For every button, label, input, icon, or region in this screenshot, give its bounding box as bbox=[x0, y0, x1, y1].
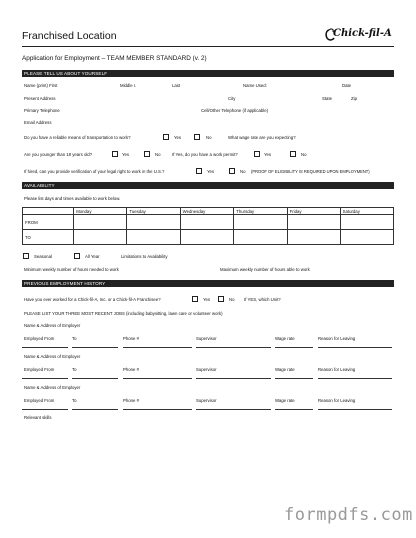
from-thursday-cell[interactable] bbox=[234, 215, 287, 230]
limitations-label: Limitations to Availability bbox=[121, 254, 168, 259]
age-question: Are you younger than 18 years old? bbox=[24, 152, 93, 157]
transport-no-checkbox[interactable] bbox=[194, 134, 200, 140]
wage-question: What wage rate are you expecting? bbox=[228, 135, 296, 140]
all-year-label: All Year bbox=[85, 254, 100, 259]
to-thursday-cell[interactable] bbox=[234, 230, 287, 245]
which-unit-label: If YES, which Unit? bbox=[244, 297, 281, 302]
to-saturday-cell[interactable] bbox=[340, 230, 393, 245]
worked-no-label: No bbox=[229, 297, 235, 302]
cell-phone-label: Cell/Other Telephone (if applicable) bbox=[201, 108, 269, 113]
max-hours-label: Maximum weekly number of hours able to work bbox=[220, 267, 310, 272]
day-header: Saturday bbox=[340, 208, 393, 215]
proof-eligibility-note: (PROOF OF ELIGIBILITY IS REQUIRED UPON EMPLOYMENT) bbox=[251, 169, 370, 174]
corner-cell bbox=[23, 208, 74, 215]
zip-label: Zip bbox=[351, 96, 357, 101]
chick-fil-a-logo bbox=[324, 26, 394, 44]
to-label: To bbox=[72, 398, 77, 403]
to-label: To bbox=[72, 367, 77, 372]
date-label: Date bbox=[342, 83, 352, 88]
worked-yes-checkbox[interactable] bbox=[192, 296, 198, 302]
worked-question: Have you ever worked for a Chick-fil-A, Inc. or a Chick-fil-A Franchisee? bbox=[24, 297, 161, 302]
from-monday-cell[interactable] bbox=[74, 215, 127, 230]
employer-3-name-label: Name & Address of Employer bbox=[24, 385, 81, 390]
employer-2-name-label: Name & Address of Employer bbox=[24, 354, 81, 359]
permit-no-label: No bbox=[301, 152, 307, 157]
permit-question: If Yes, do you have a work permit? bbox=[172, 152, 238, 157]
transport-question: Do you have a reliable means of transportation to work? bbox=[24, 135, 131, 140]
from-wednesday-cell[interactable] bbox=[180, 215, 234, 230]
address-label: Present Address bbox=[24, 96, 56, 101]
from-saturday-cell[interactable] bbox=[340, 215, 393, 230]
supervisor-label: Supervisor bbox=[196, 336, 217, 341]
name-first-label: Name (print) First bbox=[24, 83, 58, 88]
row-label-from: FROM bbox=[23, 215, 74, 230]
age-yes-label: Yes bbox=[122, 152, 130, 157]
logo-text: Chick-fil-A bbox=[333, 28, 392, 39]
state-label: State bbox=[322, 96, 333, 101]
day-header: Monday bbox=[74, 208, 127, 215]
permit-yes-checkbox[interactable] bbox=[254, 151, 260, 157]
seasonal-label: Seasonal bbox=[34, 254, 52, 259]
legal-no-label: No bbox=[240, 169, 246, 174]
phone-label: Phone # bbox=[123, 398, 140, 403]
city-label: City bbox=[228, 96, 236, 101]
transport-yes-label: Yes bbox=[174, 135, 182, 140]
worked-no-checkbox[interactable] bbox=[218, 296, 224, 302]
phone-label: Phone # bbox=[123, 367, 140, 372]
row-label-to: TO bbox=[23, 230, 74, 245]
employed-from-label: Employed From bbox=[24, 367, 55, 372]
email-label: Email Address bbox=[24, 120, 52, 125]
legal-right-question: If hired, can you provide verification of your legal right to work in the U.S.? bbox=[24, 169, 165, 174]
wage-rate-label: Wage rate bbox=[275, 367, 295, 372]
legal-yes-checkbox[interactable] bbox=[196, 168, 202, 174]
to-friday-cell[interactable] bbox=[287, 230, 340, 245]
day-header: Thursday bbox=[234, 208, 287, 215]
transport-no-label: No bbox=[206, 135, 212, 140]
middle-label: Middle I. bbox=[120, 83, 137, 88]
seasonal-checkbox[interactable] bbox=[23, 253, 29, 259]
relevant-skills-label: Relevant skills bbox=[24, 415, 52, 420]
list-jobs-instructions: PLEASE LIST YOUR THREE MOST RECENT JOBS (including babysitting, lawn care or volunteer work) bbox=[24, 311, 223, 316]
section-about-heading: PLEASE TELL US ABOUT YOURSELF bbox=[22, 70, 394, 77]
employed-from-label: Employed From bbox=[24, 398, 55, 403]
legal-yes-label: Yes bbox=[207, 169, 215, 174]
wage-rate-label: Wage rate bbox=[275, 398, 295, 403]
watermark: formpdfs.com bbox=[284, 505, 413, 525]
all-year-checkbox[interactable] bbox=[74, 253, 80, 259]
min-hours-label: Minimum weekly number of hours needed to work bbox=[24, 267, 119, 272]
supervisor-label: Supervisor bbox=[196, 398, 217, 403]
from-friday-cell[interactable] bbox=[287, 215, 340, 230]
section-previous-employment-heading: PREVIOUS EMPLOYMENT HISTORY bbox=[22, 280, 394, 287]
day-header: Tuesday bbox=[127, 208, 180, 215]
permit-yes-label: Yes bbox=[264, 152, 272, 157]
form-subtitle: Application for Employment – TEAM MEMBER STANDARD (v. 2) bbox=[22, 55, 207, 62]
section-availability-heading: AVAILABILITY bbox=[22, 182, 394, 189]
day-header: Wednesday bbox=[180, 208, 234, 215]
reason-label: Reason for Leaving bbox=[318, 367, 356, 372]
permit-no-checkbox[interactable] bbox=[290, 151, 296, 157]
from-tuesday-cell[interactable] bbox=[127, 215, 180, 230]
employer-1-name-label: Name & Address of Employer bbox=[24, 323, 81, 328]
primary-phone-label: Primary Telephone bbox=[24, 108, 60, 113]
wage-rate-label: Wage rate bbox=[275, 336, 295, 341]
day-header: Friday bbox=[287, 208, 340, 215]
employed-from-label: Employed From bbox=[24, 336, 55, 341]
age-yes-checkbox[interactable] bbox=[112, 151, 118, 157]
to-tuesday-cell[interactable] bbox=[127, 230, 180, 245]
availability-instructions: Please list days and times available to work below. bbox=[24, 196, 121, 201]
name-used-label: Name Used: bbox=[243, 83, 267, 88]
age-no-checkbox[interactable] bbox=[144, 151, 150, 157]
reason-label: Reason for Leaving bbox=[318, 398, 356, 403]
to-monday-cell[interactable] bbox=[74, 230, 127, 245]
age-no-label: No bbox=[155, 152, 161, 157]
availability-table bbox=[22, 207, 394, 245]
to-label: To bbox=[72, 336, 77, 341]
phone-label: Phone # bbox=[123, 336, 140, 341]
legal-no-checkbox[interactable] bbox=[229, 168, 235, 174]
last-label: Last bbox=[172, 83, 181, 88]
worked-yes-label: Yes bbox=[203, 297, 211, 302]
supervisor-label: Supervisor bbox=[196, 367, 217, 372]
reason-label: Reason for Leaving bbox=[318, 336, 356, 341]
page-title: Franchised Location bbox=[22, 30, 117, 42]
to-wednesday-cell[interactable] bbox=[180, 230, 234, 245]
transport-yes-checkbox[interactable] bbox=[163, 134, 169, 140]
